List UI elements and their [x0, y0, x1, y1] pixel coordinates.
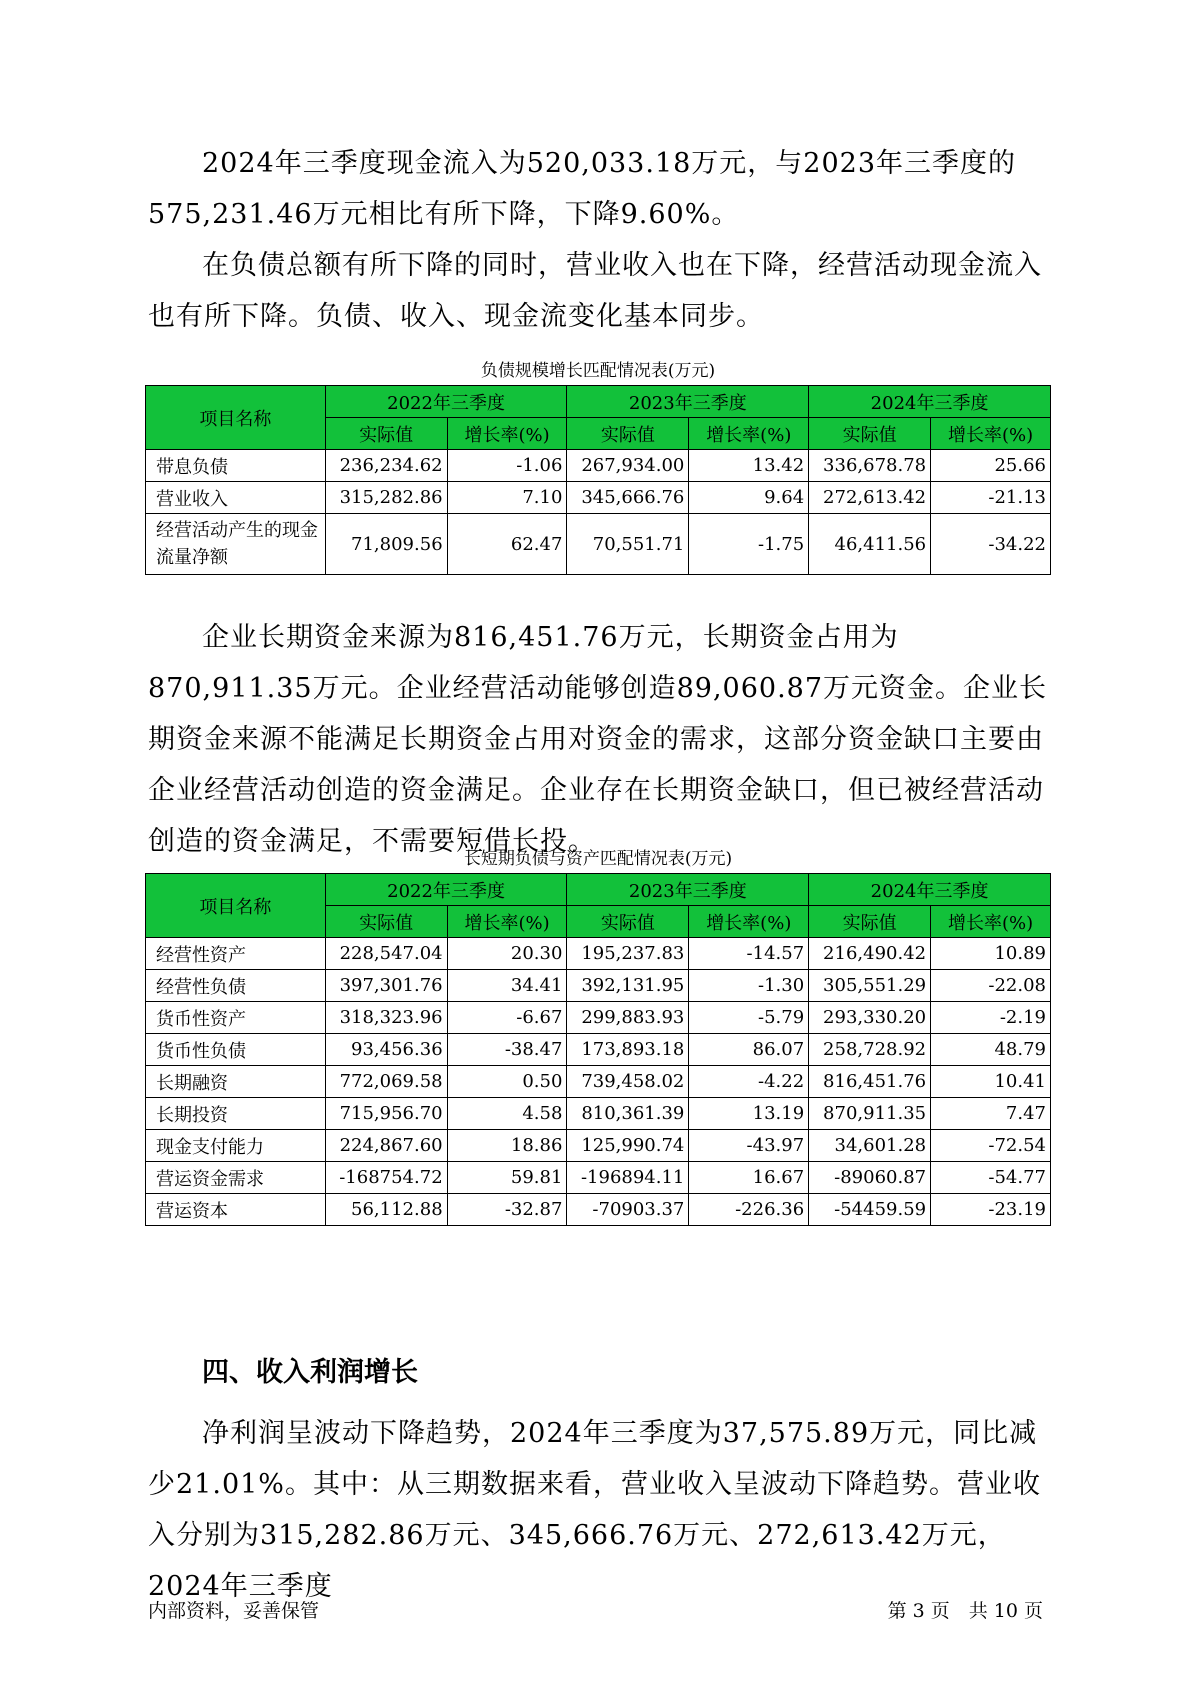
- growth-rate-cell: -38.47: [447, 1034, 567, 1066]
- actual-value-cell: 810,361.39: [567, 1098, 689, 1130]
- actual-value-cell: 870,911.35: [809, 1098, 931, 1130]
- table-row: [146, 1002, 1051, 1034]
- actual-value-cell: 70,551.71: [567, 514, 689, 575]
- growth-rate-cell: -14.57: [689, 938, 809, 970]
- paragraph-cash-inflow: 2024年三季度现金流入为520,033.18万元，与2023年三季度的575,231.46万元相比有所下降，下降9.60%。: [148, 148, 1017, 230]
- actual-value-cell: 173,893.18: [567, 1034, 689, 1066]
- header-period: 2024年三季度: [809, 386, 1051, 418]
- growth-rate-cell: -32.87: [447, 1194, 567, 1226]
- table2-body: [146, 938, 1051, 1226]
- actual-value-cell: 34,601.28: [809, 1130, 931, 1162]
- header-growth: 增长率(%): [931, 418, 1051, 450]
- header-item-name: 项目名称: [146, 874, 326, 938]
- table-row: [146, 938, 1051, 970]
- actual-value-cell: 392,131.95: [567, 970, 689, 1002]
- actual-value-cell: 236,234.62: [325, 450, 447, 482]
- header-actual: 实际值: [809, 906, 931, 938]
- row-item-name: 带息负债: [146, 450, 326, 482]
- growth-rate-cell: 18.86: [447, 1130, 567, 1162]
- actual-value-cell: 216,490.42: [809, 938, 931, 970]
- growth-rate-cell: -6.67: [447, 1002, 567, 1034]
- paragraph-net-profit: 净利润呈波动下降趋势，2024年三季度为37,575.89万元，同比减少21.01%。其中：从三期数据来看，营业收入呈波动下降趋势。营业收入分别为315,282.86万元、345,666.76万元、272,613.42万元，2024年三季度: [148, 1418, 1041, 1602]
- growth-rate-cell: 86.07: [689, 1034, 809, 1066]
- actual-value-cell: 228,547.04: [325, 938, 447, 970]
- growth-rate-cell: 0.50: [447, 1066, 567, 1098]
- actual-value-cell: 56,112.88: [325, 1194, 447, 1226]
- table-row: [146, 1162, 1051, 1194]
- paragraph-sync-change: 在负债总额有所下降的同时，营业收入也在下降，经营活动现金流入也有所下降。负债、收入、现金流变化基本同步。: [148, 250, 1042, 332]
- growth-rate-cell: 10.41: [931, 1066, 1051, 1098]
- growth-rate-cell: -226.36: [689, 1194, 809, 1226]
- growth-rate-cell: 48.79: [931, 1034, 1051, 1066]
- header-period: 2022年三季度: [325, 874, 567, 906]
- paragraph-long-term-funds: 企业长期资金来源为816,451.76万元，长期资金占用为870,911.35万元。企业经营活动能够创造89,060.87万元资金。企业长期资金来源不能满足长期资金占用对资金的需求，这部分资金缺口主要由企业经营活动创造的资金满足。企业存在长期资金缺口，但已被经营活动创造的资金满足，不需要短借长投。: [148, 622, 1048, 857]
- growth-rate-cell: 7.10: [447, 482, 567, 514]
- growth-rate-cell: 13.42: [689, 450, 809, 482]
- actual-value-cell: 267,934.00: [567, 450, 689, 482]
- actual-value-cell: 397,301.76: [325, 970, 447, 1002]
- growth-rate-cell: 59.81: [447, 1162, 567, 1194]
- growth-rate-cell: -21.13: [931, 482, 1051, 514]
- growth-rate-cell: -5.79: [689, 1002, 809, 1034]
- actual-value-cell: 315,282.86: [325, 482, 447, 514]
- table-row: [146, 1194, 1051, 1226]
- header-growth: 增长率(%): [689, 906, 809, 938]
- row-item-name: 货币性负债: [146, 1034, 326, 1066]
- table1-body: [146, 450, 1051, 575]
- row-item-name: 经营活动产生的现金流量净额: [146, 514, 326, 575]
- table-row: [146, 1130, 1051, 1162]
- growth-rate-cell: 9.64: [689, 482, 809, 514]
- table-row: [146, 1034, 1051, 1066]
- row-item-name: 货币性资产: [146, 1002, 326, 1034]
- header-actual: 实际值: [567, 418, 689, 450]
- actual-value-cell: 299,883.93: [567, 1002, 689, 1034]
- header-period: 2022年三季度: [325, 386, 567, 418]
- table-row: [146, 1066, 1051, 1098]
- long-short-term-match-table: [145, 873, 1051, 1226]
- header-period: 2024年三季度: [809, 874, 1051, 906]
- actual-value-cell: 772,069.58: [325, 1066, 447, 1098]
- header-period: 2023年三季度: [567, 386, 809, 418]
- section-heading: 四、收入利润增长: [202, 1357, 418, 1388]
- actual-value-cell: 258,728.92: [809, 1034, 931, 1066]
- growth-rate-cell: 62.47: [447, 514, 567, 575]
- actual-value-cell: 71,809.56: [325, 514, 447, 575]
- row-item-name: 营业收入: [146, 482, 326, 514]
- actual-value-cell: 46,411.56: [809, 514, 931, 575]
- row-item-name: 长期投资: [146, 1098, 326, 1130]
- header-actual: 实际值: [567, 906, 689, 938]
- table-row: [146, 1098, 1051, 1130]
- actual-value-cell: 272,613.42: [809, 482, 931, 514]
- table1-caption: 负债规模增长匹配情况表(万元): [480, 361, 716, 381]
- growth-rate-cell: -2.19: [931, 1002, 1051, 1034]
- growth-rate-cell: 10.89: [931, 938, 1051, 970]
- actual-value-cell: -70903.37: [567, 1194, 689, 1226]
- actual-value-cell: 224,867.60: [325, 1130, 447, 1162]
- actual-value-cell: 816,451.76: [809, 1066, 931, 1098]
- actual-value-cell: 93,456.36: [325, 1034, 447, 1066]
- growth-rate-cell: 7.47: [931, 1098, 1051, 1130]
- header-growth: 增长率(%): [447, 906, 567, 938]
- table2-caption: 长短期负债与资产匹配情况表(万元): [463, 849, 733, 869]
- table-row: [146, 450, 1051, 482]
- row-item-name: 经营性资产: [146, 938, 326, 970]
- actual-value-cell: -89060.87: [809, 1162, 931, 1194]
- actual-value-cell: 293,330.20: [809, 1002, 931, 1034]
- actual-value-cell: 305,551.29: [809, 970, 931, 1002]
- header-growth: 增长率(%): [447, 418, 567, 450]
- actual-value-cell: 715,956.70: [325, 1098, 447, 1130]
- growth-rate-cell: -1.75: [689, 514, 809, 575]
- row-item-name: 现金支付能力: [146, 1130, 326, 1162]
- growth-rate-cell: 34.41: [447, 970, 567, 1002]
- growth-rate-cell: 13.19: [689, 1098, 809, 1130]
- growth-rate-cell: -72.54: [931, 1130, 1051, 1162]
- actual-value-cell: -168754.72: [325, 1162, 447, 1194]
- table-row: [146, 970, 1051, 1002]
- header-actual: 实际值: [325, 906, 447, 938]
- actual-value-cell: 336,678.78: [809, 450, 931, 482]
- table-row: [146, 514, 1051, 575]
- actual-value-cell: -196894.11: [567, 1162, 689, 1194]
- growth-rate-cell: -1.30: [689, 970, 809, 1002]
- header-growth: 增长率(%): [931, 906, 1051, 938]
- header-actual: 实际值: [809, 418, 931, 450]
- growth-rate-cell: 25.66: [931, 450, 1051, 482]
- growth-rate-cell: -4.22: [689, 1066, 809, 1098]
- actual-value-cell: 125,990.74: [567, 1130, 689, 1162]
- row-item-name: 营运资本: [146, 1194, 326, 1226]
- row-item-name: 营运资金需求: [146, 1162, 326, 1194]
- actual-value-cell: 195,237.83: [567, 938, 689, 970]
- growth-rate-cell: -43.97: [689, 1130, 809, 1162]
- header-actual: 实际值: [325, 418, 447, 450]
- header-period: 2023年三季度: [567, 874, 809, 906]
- actual-value-cell: 739,458.02: [567, 1066, 689, 1098]
- actual-value-cell: 345,666.76: [567, 482, 689, 514]
- footer-page-number: 第 3 页 共 10 页: [887, 1600, 1043, 1622]
- growth-rate-cell: -34.22: [931, 514, 1051, 575]
- row-item-name: 长期融资: [146, 1066, 326, 1098]
- growth-rate-cell: -22.08: [931, 970, 1051, 1002]
- growth-rate-cell: -1.06: [447, 450, 567, 482]
- growth-rate-cell: 20.30: [447, 938, 567, 970]
- debt-scale-growth-table: [145, 385, 1051, 575]
- growth-rate-cell: 16.67: [689, 1162, 809, 1194]
- table-row: [146, 482, 1051, 514]
- header-item-name: 项目名称: [146, 386, 326, 450]
- growth-rate-cell: 4.58: [447, 1098, 567, 1130]
- actual-value-cell: 318,323.96: [325, 1002, 447, 1034]
- footer-confidential-note: 内部资料，妥善保管: [148, 1600, 320, 1622]
- row-item-name: 经营性负债: [146, 970, 326, 1002]
- actual-value-cell: -54459.59: [809, 1194, 931, 1226]
- growth-rate-cell: -54.77: [931, 1162, 1051, 1194]
- growth-rate-cell: -23.19: [931, 1194, 1051, 1226]
- header-growth: 增长率(%): [689, 418, 809, 450]
